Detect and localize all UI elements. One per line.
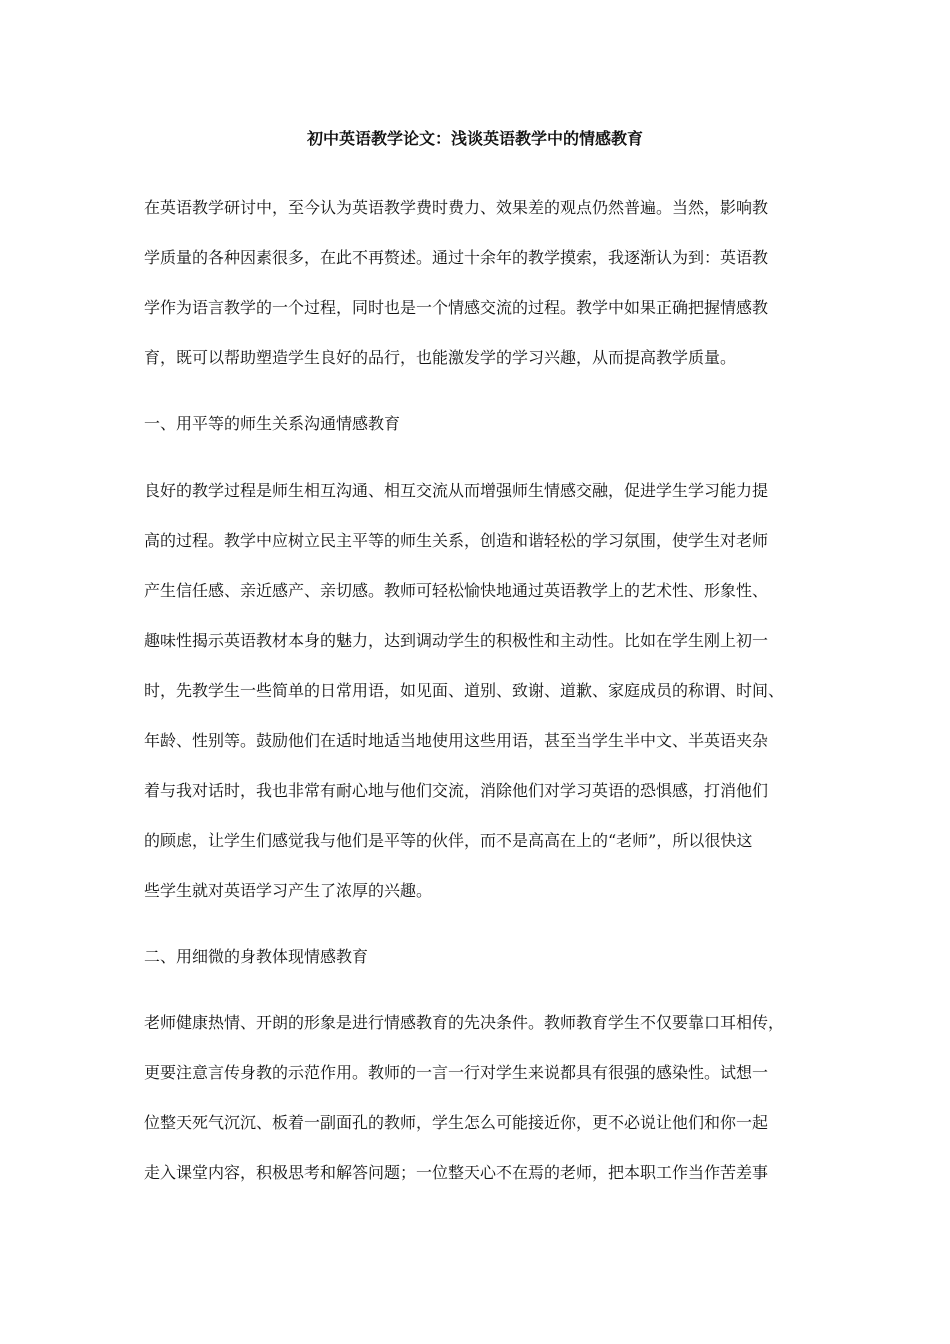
section2-line: 更要注意言传身教的示范作用。教师的一言一行对学生来说都具有很强的感染性。试想一 [144,1063,769,1082]
page-title: 初中英语教学论文：浅谈英语教学中的情感教育 [306,129,643,148]
intro-line: 学作为语言教学的一个过程，同时也是一个情感交流的过程。教学中如果正确把握情感教 [144,298,769,317]
section1-line: 年龄、性别等。鼓励他们在适时地适当地使用这些用语，甚至当学生半中文、半英语夹杂 [144,731,769,750]
section-heading-2: 二、用细微的身教体现情感教育 [144,947,369,966]
section1-line: 些学生就对英语学习产生了浓厚的兴趣。 [144,881,433,900]
section2-line: 老师健康热情、开朗的形象是进行情感教育的先决条件。教师教育学生不仅要靠口耳相传， [144,1013,785,1032]
section1-line: 产生信任感、亲近感产、亲切感。教师可轻松愉快地通过英语教学上的艺术性、形象性、 [144,581,769,600]
section1-line: 高的过程。教学中应树立民主平等的师生关系，创造和谐轻松的学习氛围，使学生对老师 [144,531,769,550]
section-heading-1: 一、用平等的师生关系沟通情感教育 [144,414,401,433]
section1-line: 时，先教学生一些简单的日常用语，如见面、道别、致谢、道歉、家庭成员的称谓、时间、 [144,681,785,700]
section1-line: 趣味性揭示英语教材本身的魅力，达到调动学生的积极性和主动性。比如在学生刚上初一 [144,631,769,650]
intro-line: 学质量的各种因素很多，在此不再赘述。通过十余年的教学摸索，我逐渐认为到：英语教 [144,248,769,267]
section1-line: 的顾虑，让学生们感觉我与他们是平等的伙伴，而不是高高在上的“老师”，所以很快这 [144,831,753,850]
section2-line: 走入课堂内容，积极思考和解答问题；一位整天心不在焉的老师，把本职工作当作苦差事 [144,1163,769,1182]
intro-line: 在英语教学研讨中，至今认为英语教学费时费力、效果差的观点仍然普遍。当然，影响教 [144,198,769,217]
section2-line: 位整天死气沉沉、板着一副面孔的教师，学生怎么可能接近你，更不必说让他们和你一起 [144,1113,769,1132]
section1-line: 良好的教学过程是师生相互沟通、相互交流从而增强师生情感交融，促进学生学习能力提 [144,481,769,500]
section1-line: 着与我对话时，我也非常有耐心地与他们交流，消除他们对学习英语的恐惧感，打消他们 [144,781,769,800]
intro-line: 育，既可以帮助塑造学生良好的品行，也能激发学的学习兴趣，从而提高教学质量。 [144,348,737,367]
